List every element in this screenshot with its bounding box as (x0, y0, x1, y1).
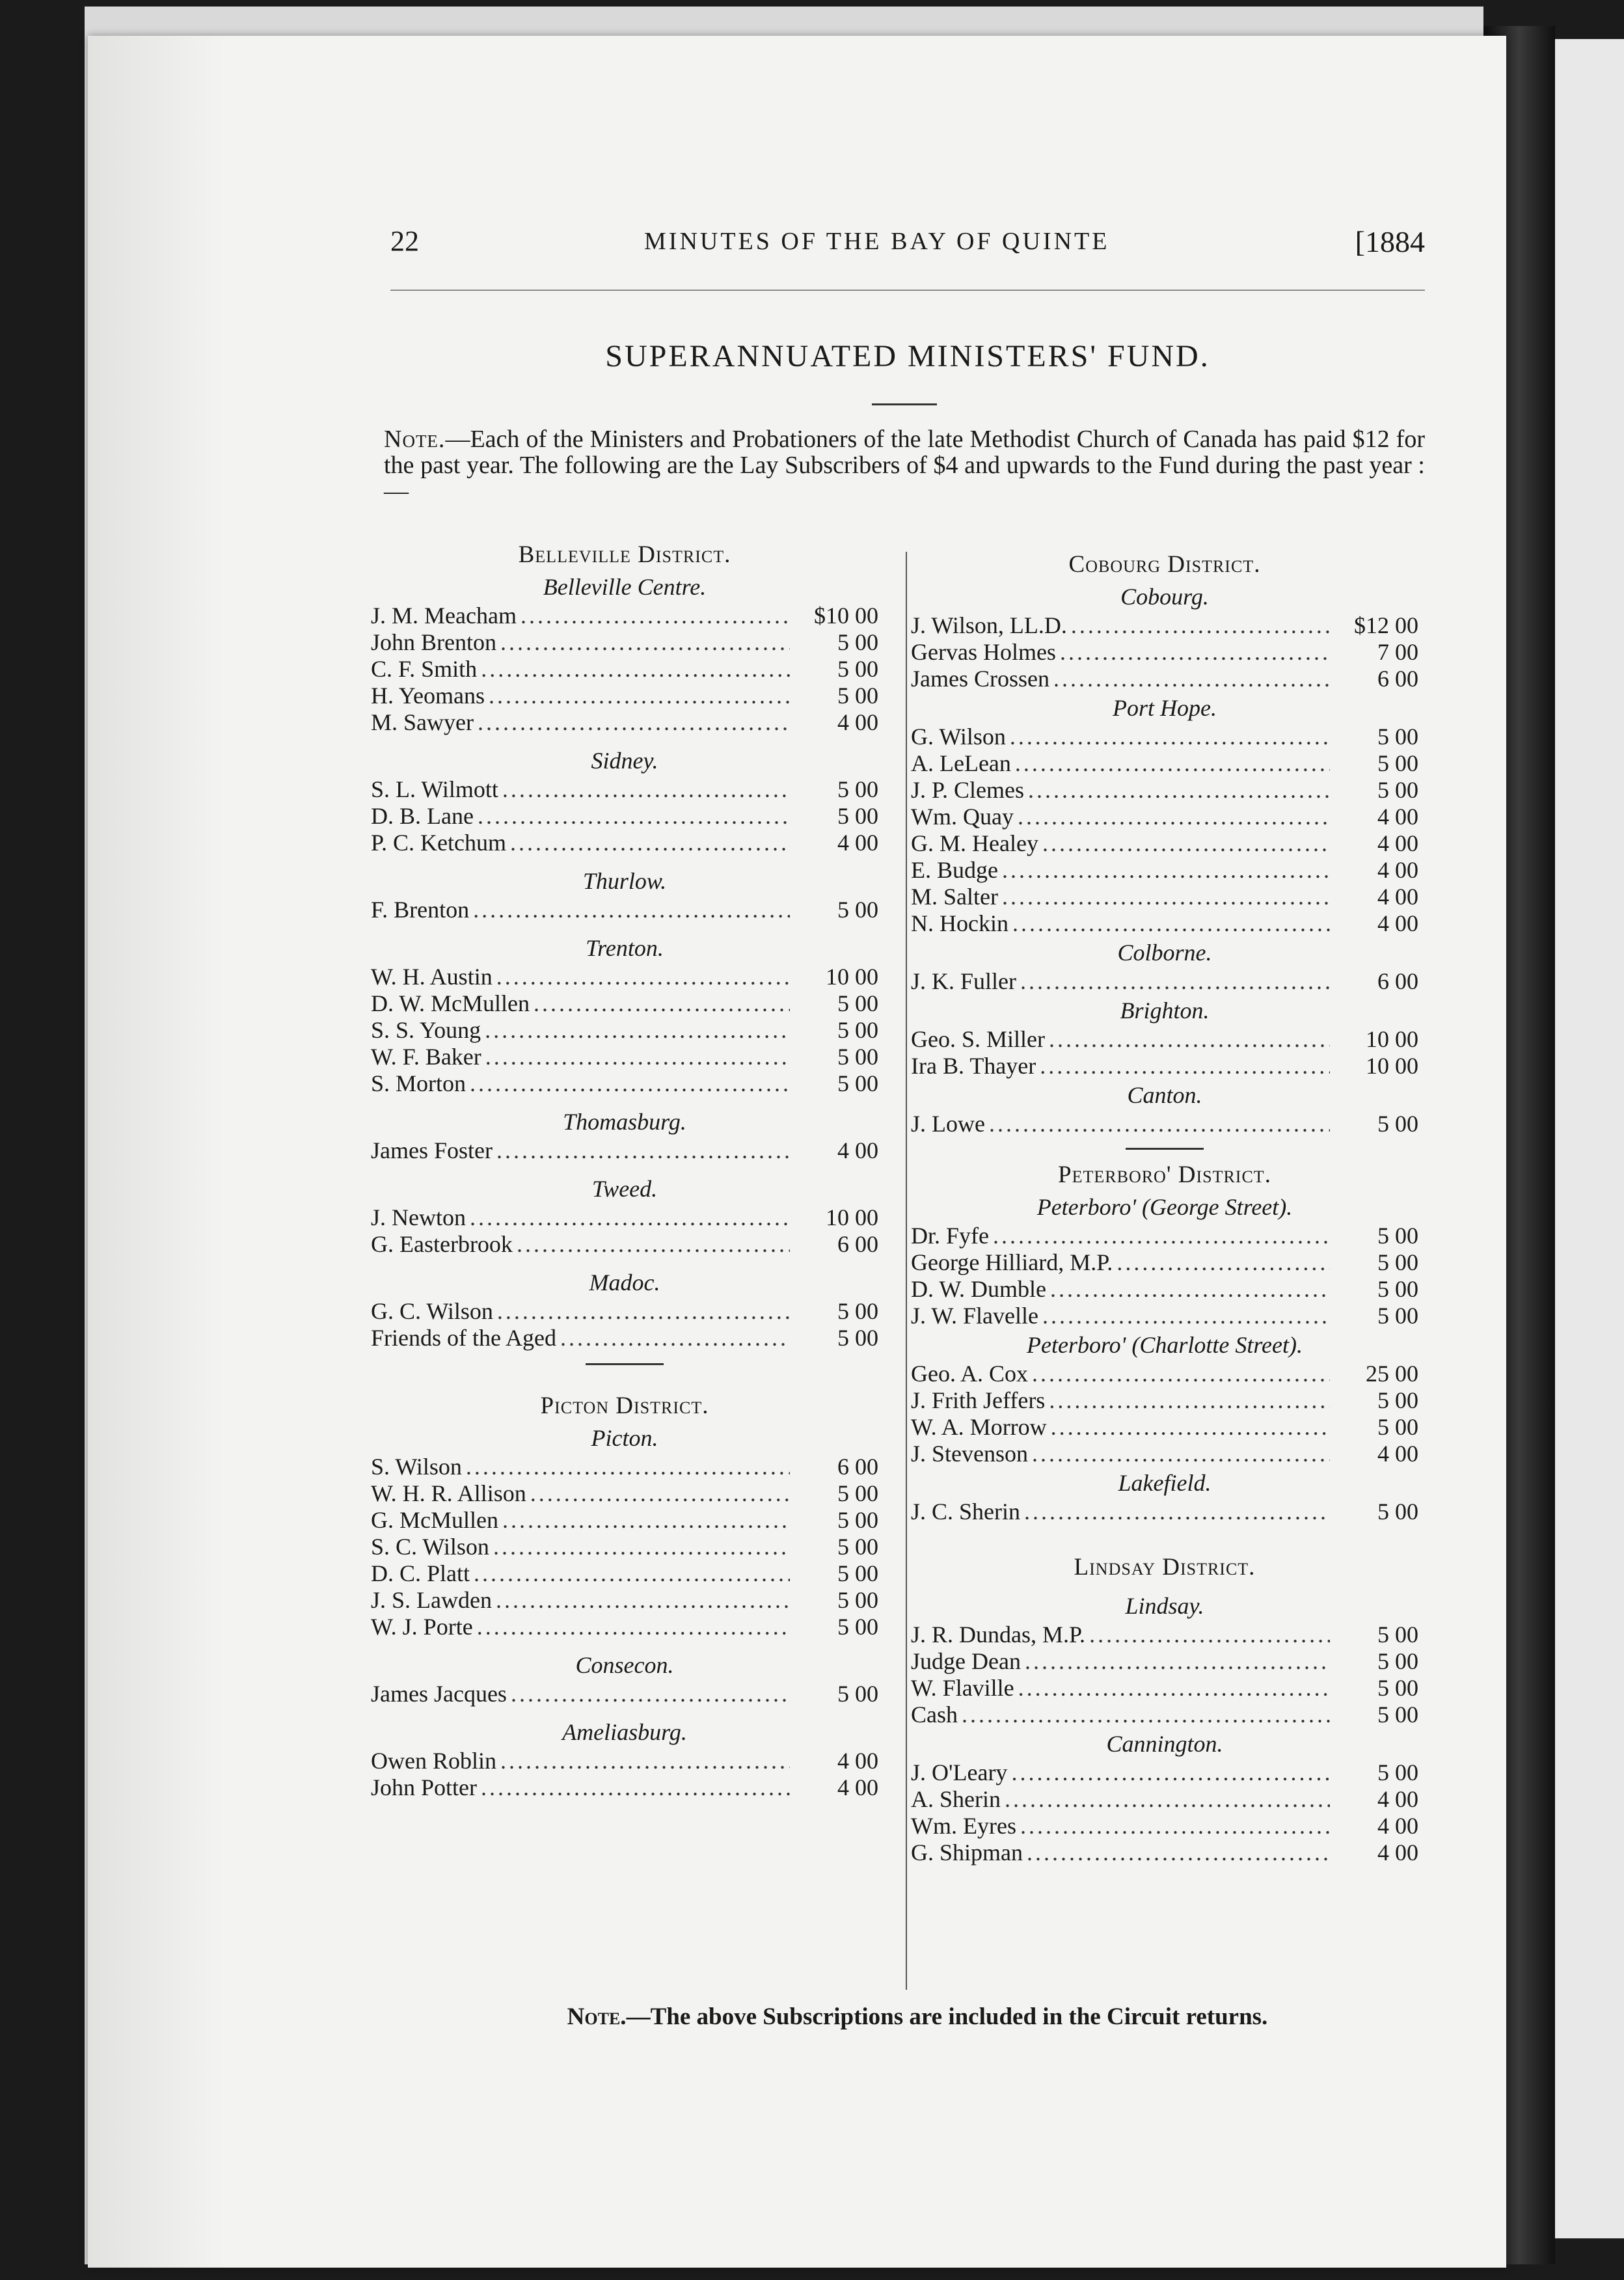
subscriber-entry: G. Wilson ..... 5 00 (911, 724, 1418, 750)
subscriber-entry: D. C. Platt ..... 5 00 (371, 1560, 878, 1587)
subscriber-entry: Geo. A. Cox ..... 25 00 (911, 1361, 1418, 1387)
subscriber-entry: Judge Dean ..... 5 00 (911, 1648, 1418, 1675)
subscriber-entry: Ira B. Thayer ..... 10 00 (911, 1053, 1418, 1079)
note-label: Note. (384, 426, 446, 453)
subscriber-entry: Wm. Quay ..... 4 00 (911, 804, 1418, 830)
subscriber-entry: W. H. Austin ..... 10 00 (371, 964, 878, 990)
right-column (911, 549, 1418, 1866)
circuit-heading: Ameliasburg. (562, 1719, 687, 1745)
circuit-heading: Cobourg. (1120, 584, 1209, 610)
subscriber-entry: N. Hockin ..... 4 00 (911, 910, 1418, 937)
subscriber-entry: S. C. Wilson ..... 5 00 (371, 1534, 878, 1560)
subscriber-entry: A. Sherin ..... 4 00 (911, 1786, 1418, 1813)
subscriber-entry: S. L. Wilmott ..... 5 00 (371, 776, 878, 803)
subscriber-entry: E. Budge ..... 4 00 (911, 857, 1418, 884)
subscriber-entry: Geo. S. Miller ..... 10 00 (911, 1026, 1418, 1053)
subscriber-entry: D. W. Dumble ..... 5 00 (911, 1276, 1418, 1303)
subscriber-entry: J. R. Dundas, M.P. ..... 5 00 (911, 1622, 1418, 1648)
circuit-heading: Thurlow. (582, 868, 667, 894)
circuit-heading: Lakefield. (1118, 1470, 1211, 1496)
subscriber-entry: Gervas Holmes ..... 7 00 (911, 639, 1418, 666)
subscriber-entry: A. LeLean ..... 5 00 (911, 750, 1418, 777)
circuit-heading: Peterboro' (George Street). (1036, 1194, 1293, 1220)
district-heading: Lindsay District. (1074, 1554, 1256, 1581)
subscriber-entry: J. W. Flavelle ..... 5 00 (911, 1303, 1418, 1329)
subscriber-entry: W. F. Baker ..... 5 00 (371, 1044, 878, 1070)
district-heading: Belleville District. (518, 541, 731, 568)
subscriber-entry: John Brenton ..... 5 00 (371, 629, 878, 656)
subscriber-entry: W. H. R. Allison ..... 5 00 (371, 1480, 878, 1507)
subscriber-entry: G. Easterbrook ..... 6 00 (371, 1231, 878, 1258)
circuit-heading: Tweed. (591, 1176, 658, 1202)
subscriber-entry: G. C. Wilson ..... 5 00 (371, 1298, 878, 1325)
note-text: —The above Subscriptions are included in the Circuit returns. (626, 2003, 1268, 2030)
subscriber-entry: Wm. Eyres ..... 4 00 (911, 1813, 1418, 1839)
subscriber-entry: S. Wilson ..... 6 00 (371, 1454, 878, 1480)
note-label: Note. (567, 2003, 627, 2030)
subscriber-entry: John Potter ..... 4 00 (371, 1774, 878, 1801)
facing-page-edge (1549, 39, 1624, 2238)
subscriber-entry: J. O'Leary ..... 5 00 (911, 1759, 1418, 1786)
circuit-heading: Colborne. (1117, 940, 1212, 966)
subscriber-entry: W. Flaville ..... 5 00 (911, 1675, 1418, 1702)
subscriber-entry: M. Sawyer ..... 4 00 (371, 709, 878, 736)
subscriber-entry: G. M. Healey ..... 4 00 (911, 830, 1418, 857)
circuit-heading: Thomasburg. (563, 1109, 686, 1135)
circuit-heading: Madoc. (589, 1269, 660, 1296)
note-text: —Each of the Ministers and Probationers of the late Methodist Church of Canada has paid $12 for the past year. The following are the Lay Subscribers of $4 and upwards to the Fund during the past year :— (384, 426, 1425, 505)
subscriber-entry: Owen Roblin ..... 4 00 (371, 1748, 878, 1774)
subscriber-entry: W. A. Morrow ..... 5 00 (911, 1414, 1418, 1441)
subscriber-entry: J. M. Meacham ..... $10 00 (371, 603, 878, 629)
subscriber-entry: J. Newton ..... 10 00 (371, 1204, 878, 1231)
subscriber-entry: M. Salter ..... 4 00 (911, 884, 1418, 910)
header-title: MINUTES OF THE BAY OF QUINTE (644, 228, 1110, 255)
subscriber-entry: W. J. Porte ..... 5 00 (371, 1614, 878, 1640)
subscriber-entry: S. S. Young ..... 5 00 (371, 1017, 878, 1044)
left-column (371, 539, 878, 1801)
circuit-heading: Canton. (1127, 1082, 1202, 1108)
page-number: 22 (390, 225, 419, 257)
note-top (384, 426, 1425, 504)
circuit-heading: Lindsay. (1125, 1593, 1204, 1619)
subscriber-entry: F. Brenton ..... 5 00 (371, 897, 878, 923)
title-rule (872, 403, 937, 405)
subscriber-entry: Friends of the Aged ..... 5 00 (371, 1325, 878, 1351)
subscriber-entry: Cash ..... 5 00 (911, 1702, 1418, 1728)
subscriber-entry: J. P. Clemes ..... 5 00 (911, 777, 1418, 804)
circuit-heading: Peterboro' (Charlotte Street). (1027, 1332, 1303, 1358)
subscriber-entry: J. Wilson, LL.D. ..... $12 00 (911, 612, 1418, 639)
subscriber-entry: James Foster ..... 4 00 (371, 1137, 878, 1164)
subscriber-entry: G. McMullen ..... 5 00 (371, 1507, 878, 1534)
subscriber-entry: D. B. Lane ..... 5 00 (371, 803, 878, 830)
circuit-heading: Cannington. (1106, 1731, 1223, 1757)
district-heading: Picton District. (540, 1392, 709, 1419)
subscriber-entry: J. K. Fuller ..... 6 00 (911, 968, 1418, 995)
column-divider (906, 552, 907, 1990)
circuit-heading: Port Hope. (1113, 695, 1217, 721)
section-rule (1126, 1148, 1204, 1150)
fund-title: SUPERANNUATED MINISTERS' FUND. (605, 339, 1210, 373)
subscriber-entry: G. Shipman ..... 4 00 (911, 1839, 1418, 1866)
district-heading: Cobourg District. (1068, 551, 1261, 578)
subscriber-entry: James Crossen ..... 6 00 (911, 666, 1418, 692)
subscriber-entry: Dr. Fyfe ..... 5 00 (911, 1223, 1418, 1249)
subscriber-entry: D. W. McMullen ..... 5 00 (371, 990, 878, 1017)
header-year: [1884 (1355, 225, 1425, 258)
subscriber-entry: C. F. Smith ..... 5 00 (371, 656, 878, 683)
circuit-heading: Trenton. (586, 935, 664, 961)
subscriber-entry: J. S. Lawden ..... 5 00 (371, 1587, 878, 1614)
circuit-heading: Belleville Centre. (543, 574, 707, 600)
subscriber-entry: S. Morton ..... 5 00 (371, 1070, 878, 1097)
subscriber-entry: James Jacques ..... 5 00 (371, 1681, 878, 1707)
subscriber-entry: George Hilliard, M.P. ..... 5 00 (911, 1249, 1418, 1276)
circuit-heading: Sidney. (591, 748, 658, 774)
header-rule (390, 290, 1425, 291)
subscriber-entry: J. Frith Jeffers ..... 5 00 (911, 1387, 1418, 1414)
note-bottom (410, 2003, 1425, 2031)
subscriber-entry: J. Lowe ..... 5 00 (911, 1111, 1418, 1137)
district-heading: Peterboro' District. (1058, 1161, 1271, 1188)
subscriber-entry: H. Yeomans ..... 5 00 (371, 683, 878, 709)
running-header (390, 224, 1425, 270)
circuit-heading: Picton. (591, 1425, 658, 1451)
section-rule (586, 1363, 664, 1365)
subscriber-entry: P. C. Ketchum ..... 4 00 (371, 830, 878, 856)
circuit-heading: Consecon. (575, 1652, 674, 1678)
circuit-heading: Brighton. (1120, 998, 1210, 1024)
subscriber-entry: J. C. Sherin ..... 5 00 (911, 1499, 1418, 1525)
subscriber-entry: J. Stevenson ..... 4 00 (911, 1441, 1418, 1467)
